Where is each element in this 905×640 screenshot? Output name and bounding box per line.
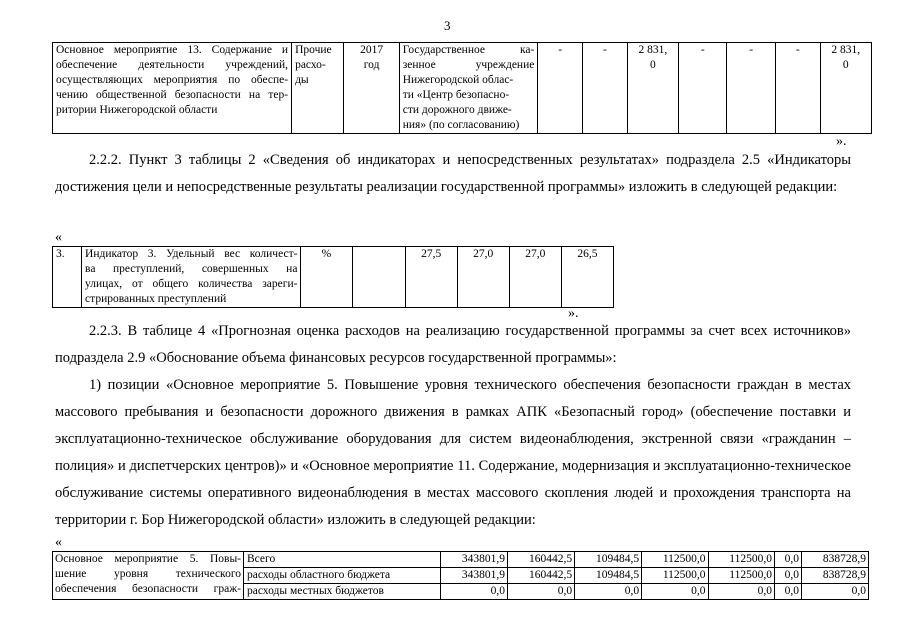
value-cell: 109484,5	[575, 568, 642, 584]
value-cell: -	[583, 43, 628, 134]
row-label: Всего	[244, 552, 441, 568]
indicator-table	[52, 246, 614, 308]
value-cell: -	[727, 43, 775, 134]
text-line: осуществляющих мероприятия по обеспе-	[56, 74, 289, 86]
quote-close: ».	[836, 134, 847, 149]
value-cell: 0,0	[801, 584, 868, 600]
text-line: 2 831,	[831, 44, 861, 56]
quote-open: «	[55, 230, 62, 245]
text-line: ды	[295, 74, 309, 86]
value-cell: 0,0	[774, 552, 801, 568]
indicator-name-cell	[82, 247, 301, 308]
value-cell: 112500,0	[642, 552, 708, 568]
value-cell: 112500,0	[708, 552, 774, 568]
row-number: 3.	[53, 247, 82, 308]
row-label: расходы местных бюджетов	[244, 584, 441, 600]
value-cell: -	[775, 43, 820, 134]
value-cell: 343801,9	[441, 568, 508, 584]
text-line: 2017	[360, 44, 384, 56]
value-cell: 0,0	[708, 584, 774, 600]
text-line: улицах, от общего количества зареги-	[85, 278, 298, 290]
value-cell: 0,0	[575, 584, 642, 600]
text-line: Государственное ка-	[402, 44, 535, 56]
paragraph-2-2-3: 2.2.3. В таблице 4 «Прогнозная оценка расходов на реализацию государственной программы за счет всех источников» подраздела 2.9 «Обоснование объема финансовых ресурсов государственной программы»:	[55, 323, 851, 366]
value-cell: -	[538, 43, 583, 134]
value-cell: 26,5	[561, 247, 613, 308]
value-cell: 27,0	[509, 247, 561, 308]
text-line: обеспечения безопасности граж-	[55, 583, 241, 595]
text-line: ритории Нижегородской области	[56, 104, 218, 116]
text-line: Основное мероприятие 5. Повы-	[55, 553, 241, 565]
value-cell: 0,0	[642, 584, 708, 600]
value-cell: 112500,0	[642, 568, 708, 584]
text-line: Прочие	[295, 44, 332, 56]
executor-cell	[399, 43, 538, 134]
table-row	[53, 247, 614, 308]
measure-name-cell	[53, 552, 244, 600]
value-cell: 838728,9	[801, 568, 868, 584]
text-line: сти дорожного движе-	[402, 104, 512, 116]
value-cell: 0,0	[774, 584, 801, 600]
text-line: 2 831,	[638, 44, 668, 56]
value-cell: 160442,5	[508, 552, 575, 568]
text-line: расхо-	[295, 59, 326, 71]
text-line: 0	[650, 59, 656, 71]
measure-name-cell	[53, 43, 292, 134]
text-line: обеспечение деятельности учреждений,	[56, 59, 289, 71]
paragraph-2-2-2: 2.2.2. Пункт 3 таблицы 2 «Сведения об индикаторах и непосредственных результатах» подраздела 2.5 «Индикаторы достижения цели и непосредственные результаты реализации государственной программы» изложить в следующей редакции:	[55, 152, 851, 195]
text-line: Основное мероприятие 13. Содержание и	[56, 44, 289, 56]
value-cell: 838728,9	[801, 552, 868, 568]
text-line: 0	[842, 59, 849, 71]
measure-13-table	[52, 42, 872, 134]
quote-close: ».	[568, 306, 579, 321]
text-line: ния» (по согласованию)	[402, 119, 520, 131]
value-cell	[820, 43, 871, 134]
paragraph-item-1: 1) позиции «Основное мероприятие 5. Повышение уровня технического обеспечения безопасности граждан в местах массового пребывания и безопасности дорожного движения в рамках АПК «Безопасный город» (обеспечение поставки и эксплуатационно-техническое обслуживание оборудования для систем видеонаблюдения, экстренной связи «гражданин – полиция» и диспетчерских центров)» и «Основное мероприятие 11. Содержание, модернизация и эксплуатационно-техническое обслуживание системы оперативного видеонаблюдения в местах массового скопления людей и прохождения транспорта на территории г. Бор Нижегородской области» изложить в следующей редакции:	[55, 377, 851, 528]
value-cell: 109484,5	[575, 552, 642, 568]
expenses-table	[52, 551, 869, 600]
text-line: чению общественной безопасности на тер-	[56, 89, 289, 101]
expense-type-cell	[292, 43, 344, 134]
table-row	[53, 552, 869, 568]
value-cell: 0,0	[508, 584, 575, 600]
page-number: 3	[444, 18, 451, 33]
unit-cell: %	[301, 247, 352, 308]
text-line: ти «Центр безопасно-	[402, 89, 510, 101]
value-cell: 343801,9	[441, 552, 508, 568]
value-cell: 0,0	[441, 584, 508, 600]
text-line: зенное учреждение	[402, 59, 535, 71]
quote-open: «	[55, 535, 62, 550]
value-cell: 160442,5	[508, 568, 575, 584]
value-cell	[627, 43, 678, 134]
text-line: год	[363, 59, 380, 71]
text-line: ва преступлений, совершенных на	[85, 263, 298, 275]
text-line: Индикатор 3. Удельный вес количест-	[85, 248, 298, 260]
value-cell: -	[679, 43, 727, 134]
year-cell	[344, 43, 399, 134]
text-line: шение уровня технического	[55, 568, 241, 580]
value-cell: 0,0	[774, 568, 801, 584]
row-label: расходы областного бюджета	[244, 568, 441, 584]
table-row	[53, 43, 872, 134]
text-line: стрированных преступлений	[85, 293, 227, 305]
value-cell: 112500,0	[708, 568, 774, 584]
value-cell: 27,5	[405, 247, 457, 308]
empty-cell	[352, 247, 405, 308]
text-line: Нижегородской облас-	[402, 74, 514, 86]
value-cell: 27,0	[457, 247, 509, 308]
